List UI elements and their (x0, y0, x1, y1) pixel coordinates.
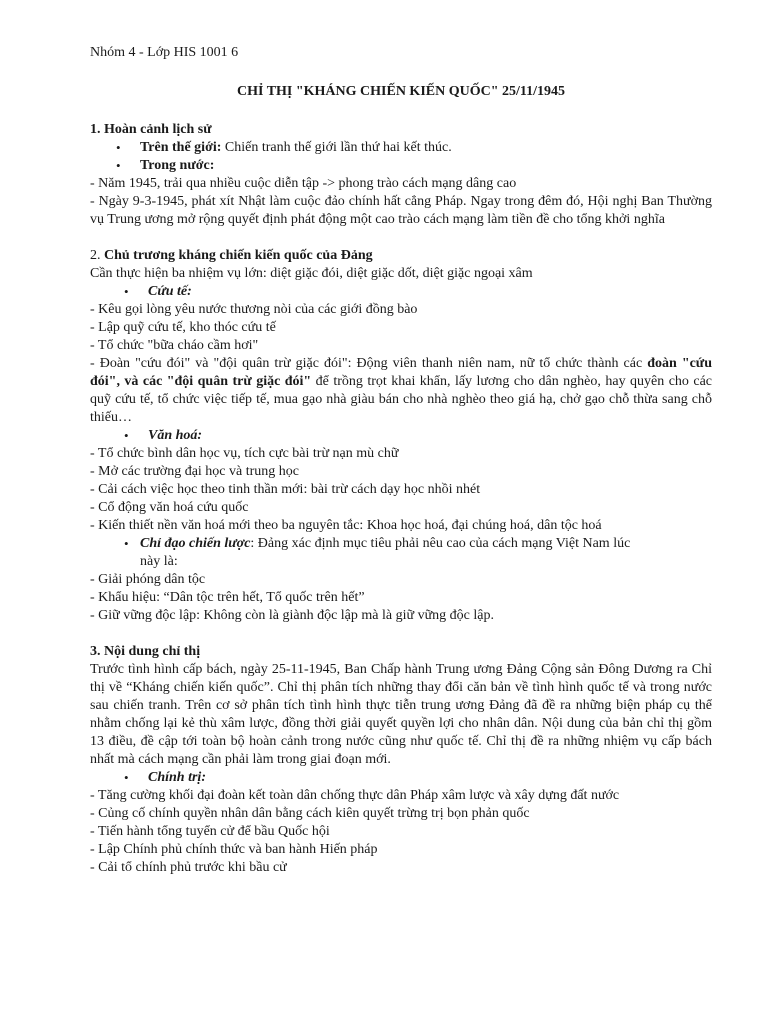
bullet-world (90, 139, 712, 157)
section-1-heading: 1. Hoàn cảnh lịch sử (90, 122, 212, 137)
list-item-text: - Đoàn "cứu đói" và "đội quân trừ giặc đói": Động viên thanh niên nam, nữ tổ chức thành các (90, 356, 648, 371)
bullet-world-label: Trên thế giới: (140, 140, 222, 155)
bullet-chi-dao-label: Chỉ đạo chiến lược (140, 536, 251, 551)
bullet-cuu-te-label: Cứu tế: (148, 284, 192, 299)
bullet-van-hoa-label: Văn hoá: (148, 428, 203, 443)
list-item: - Tăng cường khối đại đoàn kết toàn dân chống thực dân Pháp xâm lược và xây dựng đất nước (90, 788, 620, 803)
document-title: CHỈ THỊ "KHÁNG CHIẾN KIẾN QUỐC" 25/11/1945 (237, 84, 565, 99)
section-3-paragraph: Trước tình hình cấp bách, ngày 25-11-1945, Ban Chấp hành Trung ương Đảng Cộng sản Đông Dương ra Chỉ thị về “Kháng chiến kiến quốc”. Chỉ thị phân tích những thay đổi căn bản về tình hình quốc tế và trong nước sau chiến tranh. Trên cơ sở phân tích tình hình thực tiễn trung ương Đảng đã đề ra những biện pháp cụ thể nhằm chống lại kẻ thù xâm lược, đồng thời giải quyết quyền lợi cho nhân dân. Nội dung của bản chỉ thị gồm 13 điều, đề cập tới toàn bộ hoàn cảnh trong nước cũng như quốc tế. Chỉ thị đề ra những nhiệm vụ cấp bách nhất mà cách mạng cần phải làm trong giai đoạn mới. (90, 662, 712, 767)
section-2-title: Chủ trương kháng chiến kiến quốc của Đảng (100, 248, 373, 263)
bullet-chinh-tri (90, 769, 712, 787)
bullet-chi-dao (90, 535, 712, 571)
list-item: - Giải phóng dân tộc (90, 572, 206, 587)
list-item-text: để trồng trọt khai khẩn, lấy lương cho dân nghèo, hay quyên cho các quỹ cứu tế, tổ chức việc tiếp tế, mua gạo nhà giàu bán cho nhà nghèo theo giá hạ, chở gạo chỗ thừa sang chỗ thiếu… (90, 374, 713, 425)
list-item: - Mở các trường đại học và trung học (90, 464, 299, 479)
section-2-heading (90, 247, 712, 265)
list-item-emphasis: đoàn "cứu đói", và các "đội quân trừ giặc đói" (90, 356, 712, 389)
bullet-chi-dao-text-cont: này là: (140, 554, 178, 569)
list-item: - Lập Chính phủ chính thức và ban hành Hiến pháp (90, 842, 378, 857)
list-item: - Cải cách việc học theo tinh thần mới: bài trừ cách dạy học nhồi nhét (90, 482, 481, 497)
list-item: - Ngày 9-3-1945, phát xít Nhật làm cuộc đảo chính hất cẳng Pháp. Ngay trong đêm đó, Hội nghị Ban Thường vụ Trung ương mở rộng quyết định phát động một cao trào cách mạng làm tiền đề cho tổng khởi nghĩa (90, 194, 712, 227)
bullet-cuu-te (90, 283, 712, 301)
list-item: - Kiến thiết nền văn hoá mới theo ba nguyên tắc: Khoa học hoá, đại chúng hoá, dân tộc hoá (90, 518, 602, 533)
bullet-van-hoa (90, 427, 712, 445)
section-3-heading: 3. Nội dung chỉ thị (90, 644, 201, 659)
list-item (90, 355, 712, 427)
list-item: - Củng cố chính quyền nhân dân bằng cách kiên quyết trừng trị bọn phản quốc (90, 806, 530, 821)
list-item: - Năm 1945, trải qua nhiều cuộc diễn tập -> phong trào cách mạng dâng cao (90, 176, 517, 191)
bullet-chi-dao-text: : Đảng xác định mục tiêu phải nêu cao của cách mạng Việt Nam lúc (250, 536, 631, 551)
bullet-domestic (90, 157, 712, 175)
bullet-domestic-label: Trong nước: (140, 158, 215, 173)
section-2-intro: Cần thực hiện ba nhiệm vụ lớn: diệt giặc đói, diệt giặc dốt, diệt giặc ngoại xâm (90, 266, 533, 281)
list-item: - Tổ chức "bữa cháo cầm hơi" (90, 338, 259, 353)
page-header: Nhóm 4 - Lớp HIS 1001 6 (90, 45, 239, 60)
list-item: - Giữ vững độc lập: Không còn là giành độc lập mà là giữ vững độc lập. (90, 608, 494, 623)
section-2-number: 2. (90, 248, 101, 263)
list-item: - Tiến hành tổng tuyển cử để bầu Quốc hội (90, 824, 330, 839)
list-item: - Kêu gọi lòng yêu nước thương nòi của các giới đồng bào (90, 302, 418, 317)
list-item: - Cổ động văn hoá cứu quốc (90, 500, 249, 515)
bullet-chinh-tri-label: Chính trị: (148, 770, 206, 785)
bullet-world-text: Chiến tranh thế giới lần thứ hai kết thúc. (221, 140, 452, 155)
list-item: - Cải tổ chính phủ trước khi bầu cử (90, 860, 287, 875)
list-item: - Khẩu hiệu: “Dân tộc trên hết, Tổ quốc trên hết” (90, 590, 365, 605)
list-item: - Tổ chức bình dân học vụ, tích cực bài trừ nạn mù chữ (90, 446, 399, 461)
list-item: - Lập quỹ cứu tế, kho thóc cứu tế (90, 320, 276, 335)
